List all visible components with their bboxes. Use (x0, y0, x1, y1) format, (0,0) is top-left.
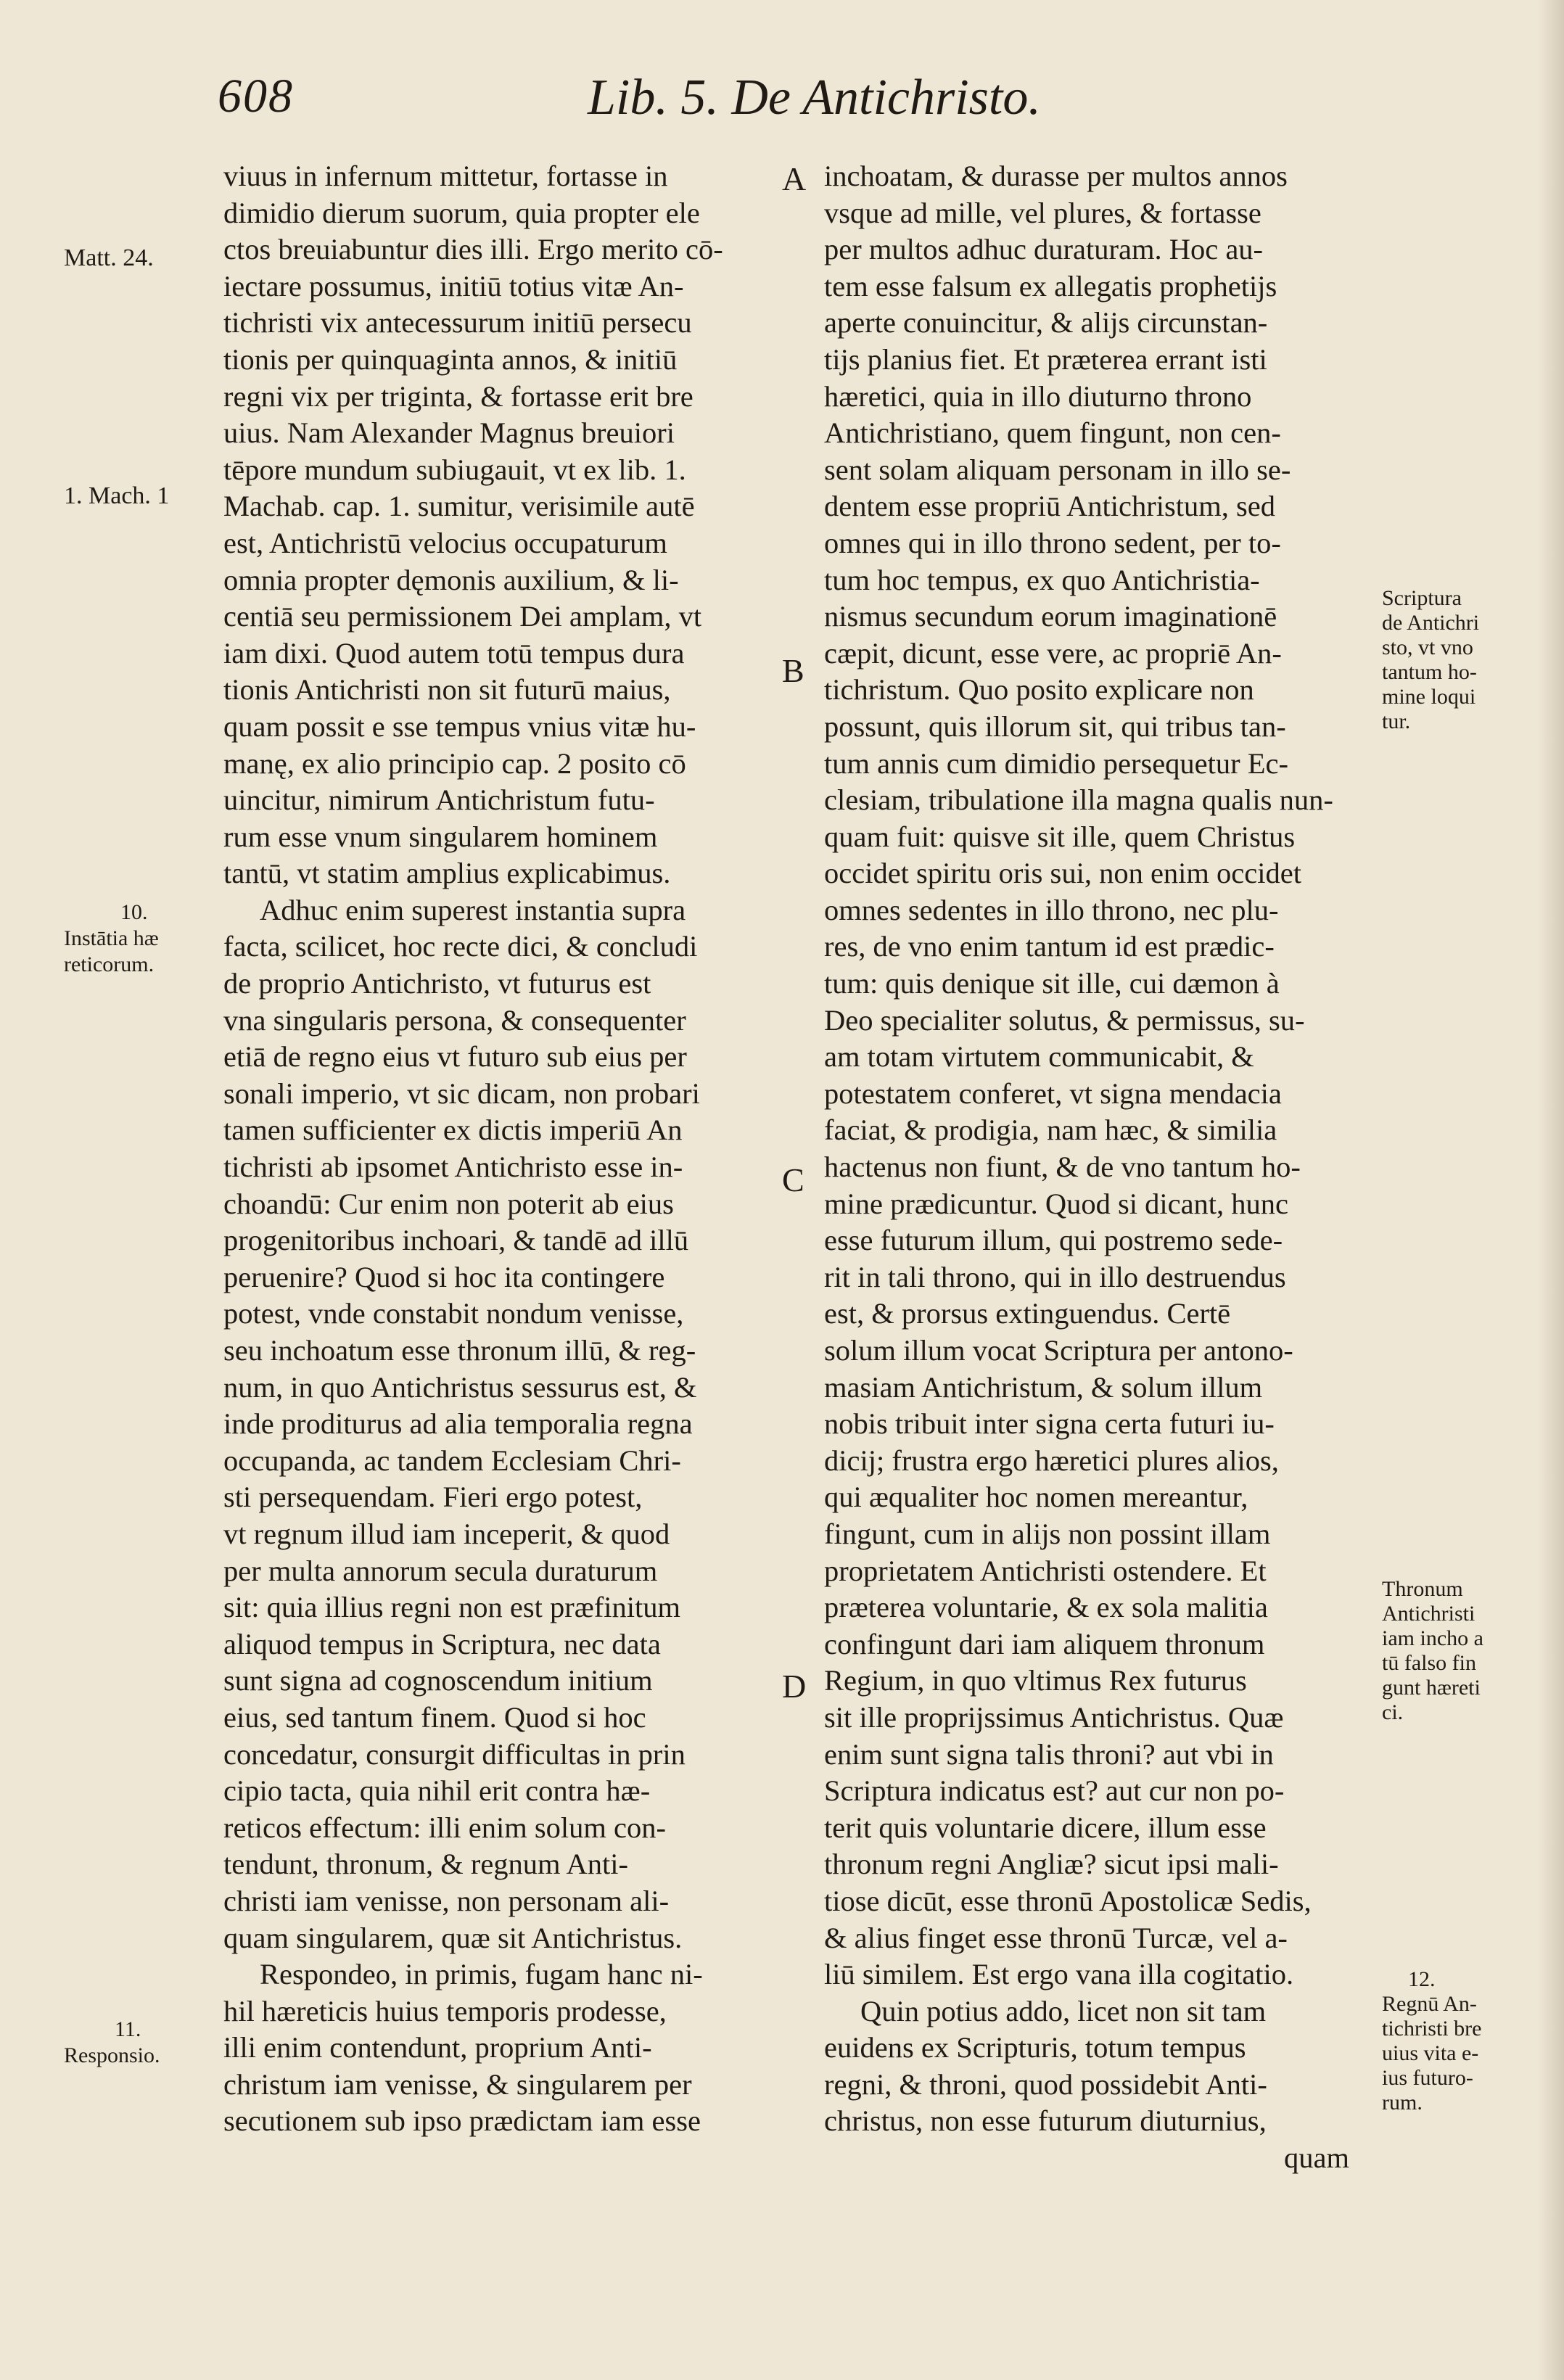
text-line: choandū: Cur enim non poterit ab eius (223, 1187, 674, 1220)
note-text: sto, vt vno (1382, 635, 1473, 659)
note-text: gunt hæreti (1382, 1676, 1481, 1700)
text-line: reticos effectum: illi enim solum con- (223, 1811, 666, 1844)
text-line: tantū, vt statim amplius explicabimus. (223, 857, 671, 890)
catchword: quam (1284, 2141, 1349, 2175)
text-line: ctos breuiabuntur dies illi. Ergo merito cō- (223, 233, 723, 266)
note-text: tū falso fin (1382, 1651, 1476, 1675)
text-line: omnes qui in illo throno sedent, per to- (824, 526, 1281, 559)
text-line: faciat, & prodigia, nam hæc, & similia (824, 1113, 1277, 1147)
text-line: illi enim contendunt, proprium Anti- (223, 2031, 652, 2064)
text-line: sent solam aliquam personam in illo se- (824, 453, 1291, 486)
text-line: terit quis voluntarie dicere, illum esse (824, 1811, 1267, 1844)
text-line: tichristum. Quo posito explicare non (824, 673, 1254, 707)
page-edge-shadow (1538, 0, 1564, 2380)
text-line: iam dixi. Quod autem totū tempus dura (223, 636, 685, 670)
text-line: christum iam venisse, & singularem per (223, 2067, 692, 2101)
text-line: tēpore mundum subiugauit, vt ex lib. 1. (223, 453, 686, 486)
note-text: Antichristi (1382, 1602, 1475, 1626)
text-line: sunt signa ad cognoscendum initium (223, 1664, 653, 1697)
text-line: tichristi vix antecessurum initiū persecu (223, 306, 692, 339)
text-line: hæretici, quia in illo diuturno throno (824, 379, 1252, 413)
text-line: thronum regni Angliæ? sicut ipsi mali- (824, 1848, 1279, 1881)
note-text: Thronum (1382, 1577, 1463, 1601)
text-line: rum esse vnum singularem hominem (223, 820, 658, 853)
note-text: ius futuro- (1382, 2066, 1473, 2090)
section-letter-a: A (782, 160, 807, 197)
note-text: Regnū An- (1382, 1992, 1477, 2016)
text-line: rit in tali throno, qui in illo destruendus (824, 1260, 1286, 1293)
text-line: sonali imperio, vt sic dicam, non probari (223, 1076, 700, 1110)
text-line: de proprio Antichristo, vt futurus est (223, 967, 651, 1000)
text-line: liū similem. Est ergo vana illa cogitatio. (824, 1958, 1294, 1991)
text-line: vt regnum illud iam inceperit, & quod (223, 1517, 670, 1550)
text-line: & alius finget esse thronū Turcæ, vel a- (824, 1921, 1288, 1954)
text-line: dentem esse propriū Antichristum, sed (824, 490, 1276, 523)
text-line: sit: quia illius regni non est præfinitum (223, 1591, 680, 1624)
text-line: vsque ad mille, vel plures, & fortasse (824, 196, 1262, 229)
note-text: 1. Mach. 1 (64, 482, 170, 509)
running-title: Lib. 5. De Antichristo. (588, 70, 1041, 125)
text-line: tionis Antichristi non sit futurū maius, (223, 673, 671, 707)
text-line: christi iam venisse, non personam ali- (223, 1884, 670, 1917)
text-line: etiā de regno eius vt futuro sub eius per (223, 1040, 687, 1074)
note-text: Matt. 24. (64, 244, 154, 271)
text-line: Adhuc enim superest instantia supra (260, 893, 686, 926)
text-line: centiā seu permissionem Dei amplam, vt (223, 600, 702, 633)
text-line: Respondeo, in primis, fugam hanc ni- (260, 1958, 703, 1991)
text-line: Antichristiano, quem fingunt, non cen- (824, 416, 1281, 450)
text-line: dicij; frustra ergo hæretici plures alios, (824, 1444, 1279, 1477)
text-line: potestatem conferet, vt signa mendacia (824, 1076, 1282, 1110)
text-line: iectare possumus, initiū totius vitæ An- (223, 269, 684, 302)
margin-note-regnum (1382, 1967, 1481, 2115)
text-line: omnes sedentes in illo throno, nec plu- (824, 893, 1279, 926)
text-line: qui æqualiter hoc nomen mereantur, (824, 1481, 1248, 1514)
text-line: tendunt, thronum, & regnum Anti- (223, 1848, 628, 1881)
note-number: 12. (1408, 1967, 1436, 1991)
text-line: proprietatem Antichristi ostendere. Et (824, 1554, 1267, 1587)
text-line: fingunt, cum in alijs non possint illam (824, 1517, 1271, 1550)
text-line: tijs planius fiet. Et præterea errant isti (824, 342, 1267, 376)
text-line: solum illum vocat Scriptura per antono- (824, 1334, 1293, 1367)
text-line: tem esse falsum ex allegatis prophetijs (824, 269, 1277, 302)
text-line: manę, ex alio principio cap. 2 posito cō (223, 746, 686, 780)
text-line: peruenire? Quod si hoc ita contingere (223, 1260, 665, 1293)
text-line: regni, & throni, quod possidebit Anti- (824, 2067, 1267, 2101)
text-line: inde proditurus ad alia temporalia regna (223, 1407, 693, 1441)
note-text: mine loqui (1382, 685, 1476, 709)
text-line: quam possit e sse tempus vnius vitæ hu- (223, 709, 696, 743)
text-line: per multa annorum secula duraturum (223, 1554, 658, 1587)
text-line: Quin potius addo, licet non sit tam (860, 1994, 1267, 2027)
text-line: clesiam, tribulatione illa magna qualis nun- (824, 783, 1333, 817)
text-line: uincitur, nimirum Antichristum futu- (223, 783, 655, 817)
note-text: tantum ho- (1382, 660, 1477, 684)
text-line: euidens ex Scripturis, totum tempus (824, 2031, 1246, 2064)
text-line: est, Antichristū velocius occupaturum (223, 526, 667, 559)
note-text: Instātia hæ (64, 926, 159, 950)
margin-note-mach (64, 483, 169, 509)
text-line: per multos adhuc duraturam. Hoc au- (824, 233, 1264, 266)
text-line: eius, sed tantum finem. Quod si hoc (223, 1700, 646, 1734)
text-line: Deo specialiter solutus, & permissus, su- (824, 1003, 1305, 1037)
margin-note-scriptura (1382, 586, 1479, 734)
text-line: sti persequendam. Fieri ergo potest, (223, 1481, 643, 1514)
text-line: nobis tribuit inter signa certa futuri iu- (824, 1407, 1275, 1441)
text-line: Scriptura indicatus est? aut cur non po- (824, 1774, 1285, 1808)
text-line: facta, scilicet, hoc recte dici, & concludi (223, 930, 698, 963)
text-line: quam singularem, quæ sit Antichristus. (223, 1921, 683, 1954)
text-line: Regium, in quo vltimus Rex futurus (824, 1664, 1247, 1697)
text-line: confingunt dari iam aliquem thronum (824, 1627, 1265, 1660)
text-line: res, de vno enim tantum id est prædic- (824, 930, 1275, 963)
text-line: am totam virtutem communicabit, & (824, 1040, 1254, 1074)
text-line: cipio tacta, quia nihil erit contra hæ- (223, 1774, 651, 1808)
note-text: tichristi bre (1382, 2017, 1482, 2041)
text-line: aperte conuincitur, & alijs circunstan- (824, 306, 1268, 339)
text-line: inchoatam, & durasse per multos annos (824, 160, 1288, 192)
text-line: dimidio dierum suorum, quia propter ele (223, 196, 700, 229)
text-line: concedatur, consurgit difficultas in prin (223, 1737, 686, 1771)
text-line: mine prædicuntur. Quod si dicant, hunc (824, 1187, 1289, 1220)
text-line: viuus in infernum mittetur, fortasse in (223, 160, 668, 192)
text-line: tiose dicūt, esse thronū Apostolicæ Sedis, (824, 1884, 1312, 1917)
text-line: christus, non esse futurum diuturnius, (824, 2104, 1267, 2138)
note-text: ci. (1382, 1700, 1404, 1724)
text-line: hactenus non fiunt, & de vno tantum ho- (824, 1150, 1301, 1184)
margin-note-matt (64, 245, 154, 271)
text-line: esse futurum illum, qui postremo sede- (824, 1224, 1283, 1257)
section-letter-d: D (782, 1668, 807, 1705)
note-text: Responsio. (64, 2043, 160, 2067)
text-line: omnia propter dęmonis auxilium, & li- (223, 563, 679, 596)
note-text: Scriptura (1382, 586, 1462, 610)
margin-note-instantia (64, 899, 159, 978)
text-line: tionis per quinquaginta annos, & initiū (223, 342, 678, 376)
text-line: potest, vnde constabit nondum venisse, (223, 1297, 684, 1330)
text-line: seu inchoatum esse thronum illū, & reg- (223, 1334, 696, 1367)
margin-note-thronum (1382, 1577, 1483, 1725)
left-text-column (223, 158, 753, 2140)
page-header (218, 69, 1132, 134)
text-line: tichristi ab ipsomet Antichristo esse in- (223, 1150, 683, 1184)
text-line: cæpit, dicunt, esse vere, ac propriē An- (824, 636, 1282, 670)
text-line: num, in quo Antichristus sessurus est, & (223, 1370, 697, 1404)
text-line: tum annis cum dimidio persequetur Ec- (824, 746, 1288, 780)
text-line: præterea voluntarie, & ex sola malitia (824, 1591, 1268, 1624)
note-text: rum. (1382, 2091, 1423, 2115)
note-number: 10. (120, 900, 148, 924)
section-letter-b: B (782, 652, 804, 689)
text-line: masiam Antichristum, & solum illum (824, 1370, 1263, 1404)
text-line: aliquod tempus in Scriptura, nec data (223, 1627, 661, 1660)
text-line: nismus secundum eorum imaginationē (824, 600, 1277, 633)
text-line: tamen sufficienter ex dictis imperiū An (223, 1113, 683, 1147)
note-text: de Antichri (1382, 611, 1480, 635)
text-line: hil hæreticis huius temporis prodesse, (223, 1994, 667, 2027)
text-line: occidet spiritu oris sui, non enim occidet (824, 857, 1301, 890)
note-number: 11. (115, 2017, 141, 2041)
text-line: est, & prorsus extinguendus. Certē (824, 1297, 1231, 1330)
text-line: tum: quis denique sit ille, cui dæmon à (824, 967, 1280, 1000)
text-line: sit ille proprijssimus Antichristus. Quæ (824, 1700, 1284, 1734)
text-line: progenitoribus inchoari, & tandē ad illū (223, 1224, 689, 1257)
text-line: tum hoc tempus, ex quo Antichristia- (824, 563, 1260, 596)
note-text: iam incho a (1382, 1626, 1483, 1650)
text-line: Machab. cap. 1. sumitur, verisimile autē (223, 490, 695, 523)
text-line: quam fuit: quisve sit ille, quem Christus (824, 820, 1296, 853)
note-text: reticorum. (64, 952, 155, 976)
text-line: vna singularis persona, & consequenter (223, 1003, 686, 1037)
text-line: possunt, quis illorum sit, qui tribus tan- (824, 709, 1286, 743)
note-text: uius vita e- (1382, 2041, 1479, 2065)
page-number: 608 (218, 70, 294, 123)
text-line: uius. Nam Alexander Magnus breuiori (223, 416, 675, 450)
note-text: tur. (1382, 709, 1411, 733)
right-text-column (824, 158, 1361, 2177)
section-letter-c: C (782, 1161, 804, 1198)
text-line: regni vix per triginta, & fortasse erit bre (223, 379, 693, 413)
margin-note-responsio (64, 2017, 160, 2069)
text-line: secutionem sub ipso prædictam iam esse (223, 2104, 701, 2138)
text-line: enim sunt signa talis throni? aut vbi in (824, 1737, 1274, 1771)
text-line: occupanda, ac tandem Ecclesiam Chri- (223, 1444, 681, 1477)
